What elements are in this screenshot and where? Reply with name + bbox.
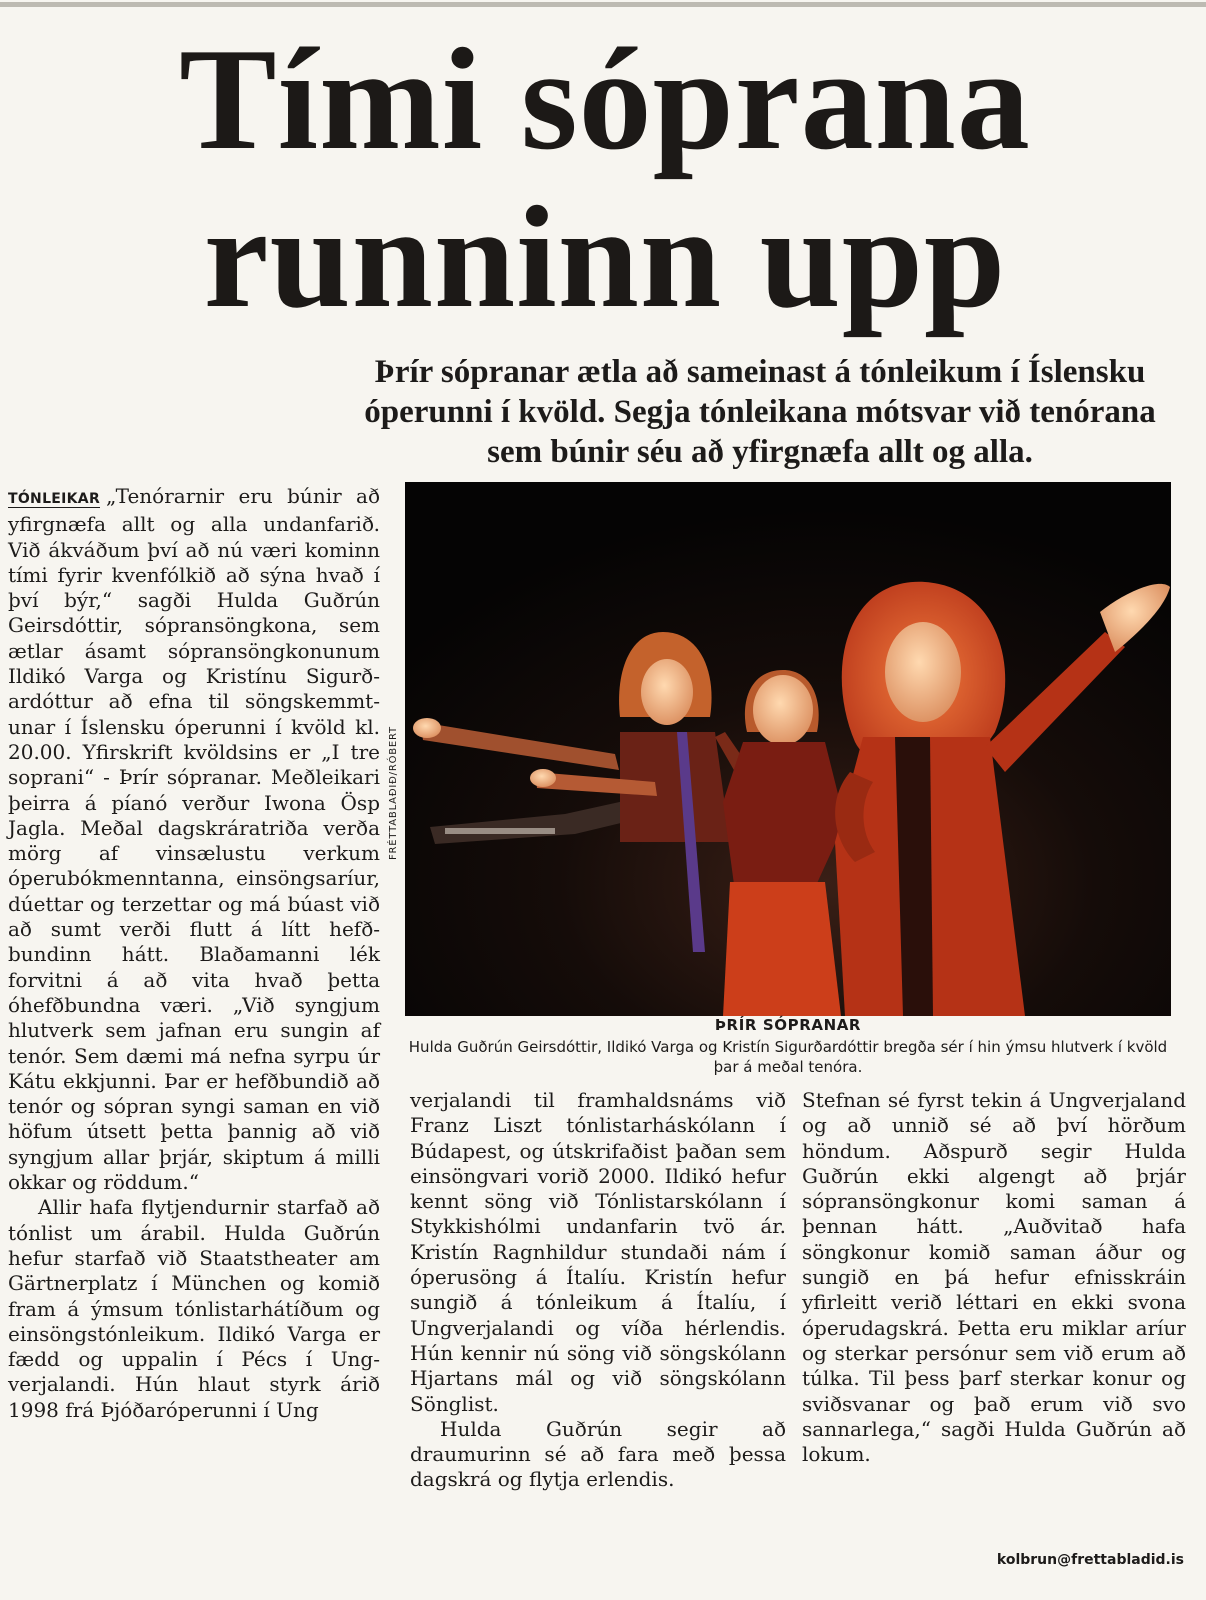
paragraph-text: „Tenórarnir eru búnir að yfirgnæfa allt og alla undanfarið. Við ákváðum því að nú væri kominn tími fyrir kvenfólkið að sýna hvað í því býr,“ sagði Hulda Guðrún Geirsdóttir, sópransöngkona, sem ætlar ásamt sópransöngkonunum Ildikó Varga og Kristínu Sigurðardóttur að efna til söngskemmtunar í Íslensku óperunni í kvöld kl. 20.00. Yfirskrift kvöldsins er „I tre soprani“ - Þrír sópranar. Meðleikari þeirra á píanó verður Iwona Ösp Jagla. Meðal dagskráratriða verða mörg af vinsælustu verkum óperubókmenntanna, einsöngsaríur, dúettar og terzettar og má búast við að sumt verði flutt á lítt hefðbundinn hátt. Blaðamanni lék forvitni á að vita hvað þetta óhefðbundna væri. „Við syngjum hlutverk sem jafnan eru sungin af tenór. Sem dæmi má nefna syrpu úr Kátu ekkjunni. Þar er hefðbundið að tenór og sópran syngi saman en við höfum útsett þetta þannig að við syngjum allar þrjár, skiptum á milli okkar og röddum.“ [8, 484, 380, 1195]
headline-line-1: Tími sóprana [179, 18, 1031, 180]
paragraph: Hulda Guðrún segir að draumurinn sé að fara með þessa dagskrá og flytja erlendis. [410, 1416, 786, 1492]
headline-line-2: runninn upp [203, 176, 1007, 338]
section-kicker: TÓNLEIKAR [8, 491, 101, 507]
paragraph: Stefnan sé fyrst tekin á Ungverjaland og að unnið sé að því hörðum höndum. Aðspurð segir Hulda Guðrún ekki algengt að þrjár sópransöngkonur komi saman á þennan hátt. „Auðvitað hafa söngkonur komið saman áður og sungið en þá hefur efnisskráin yfirleitt verið léttari en ekki svona óperudagskrá. Þetta eru miklar aríur og sterkar persónur sem við erum að túlka. Til þess þarf sterkar konur og sviðsvanar og það erum við svo sannarlega,“ sagði Hulda Guðrún að lokum. [802, 1088, 1186, 1467]
top-rule [0, 2, 1206, 7]
paragraph: verjalandi til framhaldsnáms við Franz Liszt tónlistarháskólann í Búdapest, og útskrifaðist þaðan sem einsöngvari vorið 2000. Ildikó hefur kennt söng við Tónlistarskólann í Stykkishólmi undanfarin tvö ár. Kristín Ragnhildur stundaði nám í óperusöng á Ítalíu. Kristín hefur sungið á tónleikum á Ítalíu, í Ungverjalandi og víða hérlendis. Hún kennir nú söng við söngskólann Hjartans mál og við söngskólann Sönglist. [410, 1088, 786, 1416]
column-2 [410, 1088, 786, 1493]
column-1 [8, 484, 380, 1423]
author-email: kolbrun@frettabladid.is [996, 1552, 1184, 1568]
caption-text: Hulda Guðrún Geirsdóttir, Ildikó Varga og Kristín Sigurðardóttir bregða sér í hin ýmsu hlutverk í kvöld þar á meðal tenóra. [408, 1038, 1168, 1076]
column-3 [802, 1088, 1186, 1467]
photo-three-sopranos [405, 482, 1171, 1016]
photo-illustration [405, 482, 1171, 1016]
caption-title: ÞRÍR SÓPRANAR [714, 1016, 862, 1034]
photo-credit: FRÉTTABLAÐIÐ/RÓBERT [388, 726, 399, 860]
subheadline: Þrír sópranar ætla að sameinast á tónleikum í Íslensku óperunni í kvöld. Segja tónleikana mótsvar við tenórana sem búnir séu að yfirgnæfa allt og alla. [364, 354, 1156, 470]
paragraph: Allir hafa flytjendurnir starfað að tónlist um árabil. Hulda Guðrún hefur starfað við Staatstheater am Gärtnerplatz í München og komið fram á ýmsum tónlistarhátíðum og einsöngstónleikum. Ildikó Varga er fædd og uppalin í Pécs í Ungverjalandi. Hún hlaut styrk árið 1998 frá Þjóðaróperunni í Ung [8, 1195, 380, 1422]
headline [30, 20, 1180, 336]
paragraph [8, 484, 380, 1195]
